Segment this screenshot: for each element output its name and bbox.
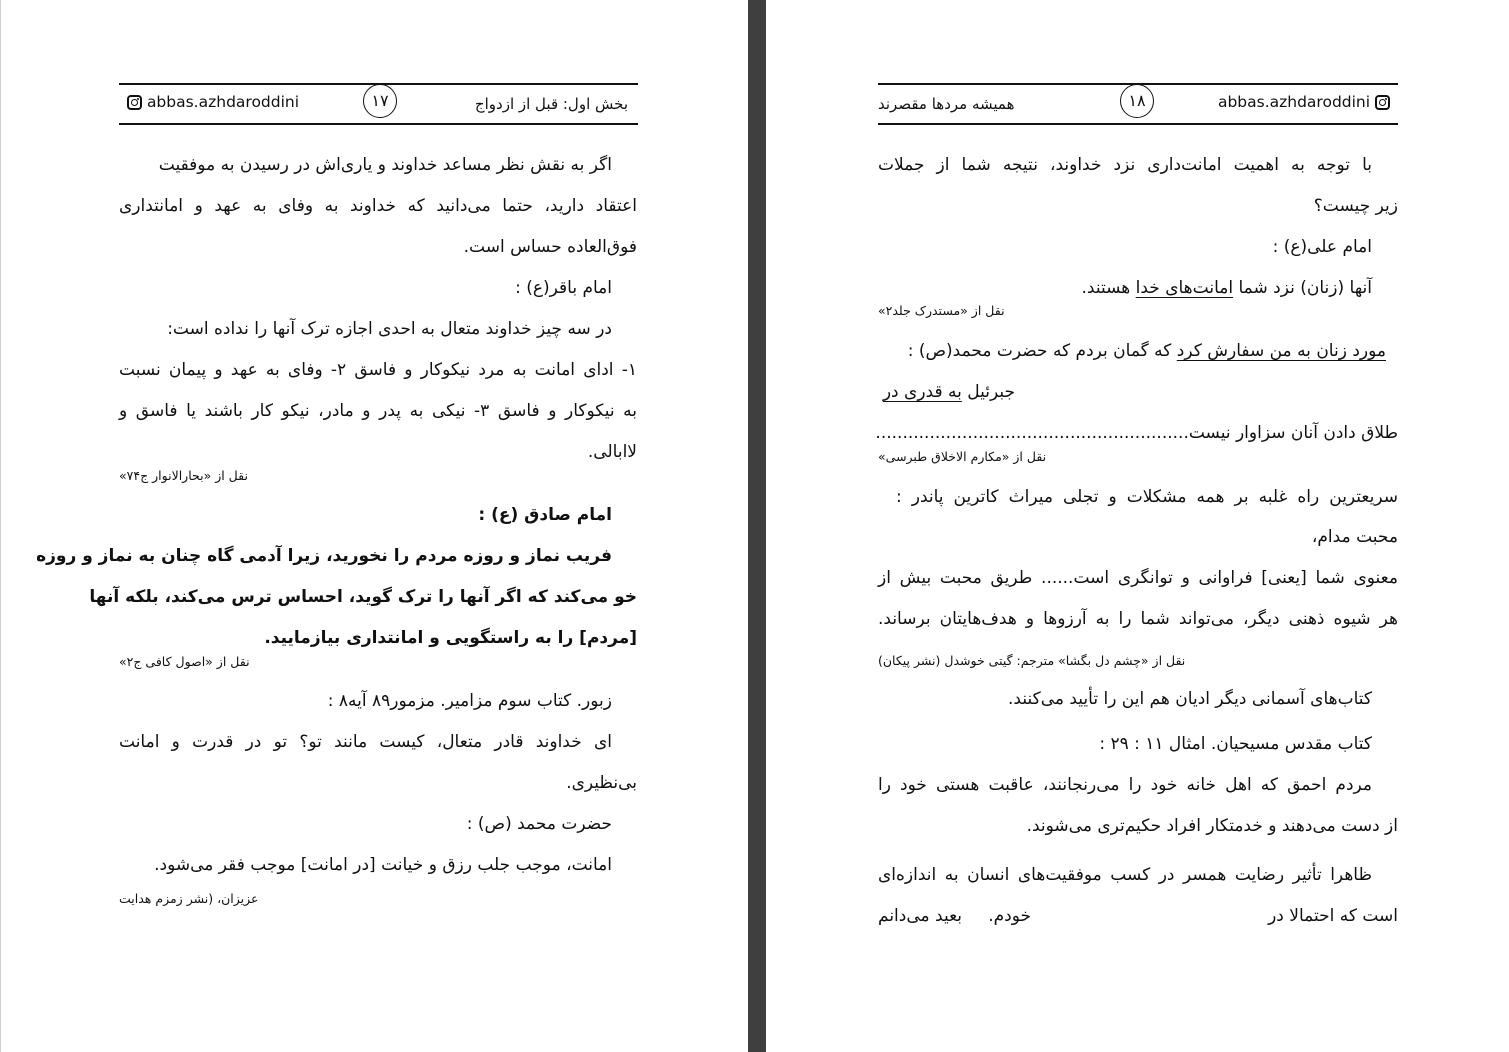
body-line: زیر چیست؟ [1313, 196, 1398, 216]
citation: نقل از «بحارالانوار ج۷۴» [119, 468, 248, 483]
section-title: بخش اول: قبل از ازدواج [474, 95, 628, 113]
right-page-header [878, 83, 1398, 125]
instagram-handle: abbas.azhdaroddini [127, 93, 299, 111]
text-segment: است که احتمالا در [1268, 906, 1398, 926]
body-line: مردم احمق که اهل خانه خود را می‌رنجانند، عاقبت هستی خود را [878, 775, 1372, 795]
body-line [878, 277, 1372, 299]
body-line: لاابالی. [587, 442, 637, 462]
body-line: اگر به نقش نظر مساعد خداوند و یاری‌اش در رسیدن به موفقیت [158, 155, 612, 175]
speaker-label: امام علی(ع) : [1272, 237, 1372, 257]
body-line: فوق‌العاده حساس است. [463, 237, 637, 257]
citation: عزیزان، (نشر زمزم هدایت [119, 891, 259, 906]
page-number: ۱۷ [363, 84, 397, 118]
body-line: از دست می‌دهند و خدمتکار افراد حکیم‌تری می‌شوند. [1026, 816, 1398, 836]
instagram-icon [127, 95, 142, 110]
body-line: هر شیوه ذهنی دیگر، می‌تواند شما را به آرزوها و هدف‌هایتان برساند. [878, 609, 1398, 629]
instagram-icon [1375, 95, 1390, 110]
speaker-label: کتاب مقدس مسیحیان. امثال ۱۱ : ۲۹ : [1099, 734, 1372, 754]
body-line: امانت، موجب جلب رزق و خیانت [در امانت] موجب فقر می‌شود. [154, 855, 612, 875]
citation: نقل از «مکارم الاخلاق طبرسی» [878, 449, 1047, 464]
citation: نقل از «مستدرک جلد۲» [878, 303, 1005, 318]
underlined-phrase: به قدری در [882, 382, 962, 402]
text-segment: آنها (زنان) نزد شما [1238, 278, 1372, 298]
citation: نقل از «چشم دل بگشا» مترجم: گیتی خوشدل (نشر پیکان) [878, 653, 1186, 668]
body-line: خو می‌کند که اگر آنها را ترک گوید، احساس ترس می‌کند، بلکه آنها [89, 587, 637, 607]
body-line: ۱- ادای امانت به مرد نیکوکار و فاسق ۲- وفای به عهد و پیمان نسبت [119, 360, 637, 380]
body-line: اعتقاد دارید، حتما می‌دانید که خداوند به وفای به عهد و امانتداری [119, 196, 637, 216]
underlined-phrase: امانت‌های خدا [1135, 278, 1234, 298]
body-line: بی‌نظیری. [566, 773, 637, 793]
instagram-handle: abbas.azhdaroddini [1218, 93, 1390, 111]
section-title: همیشه مردها مقصرند [878, 95, 1015, 113]
body-line: با توجه به اهمیت امانت‌داری نزد خداوند، نتیجه شما از جملات [878, 155, 1372, 175]
body-line: فریب نماز و روزه مردم را نخورید، زیرا آدمی گاه چنان به نماز و روزه [36, 546, 612, 566]
text-segment: که گمان بردم که حضرت محمد(ص) : [907, 341, 1172, 361]
left-page-header [119, 83, 638, 125]
body-line: به نیکوکار و فاسق ۳- نیکی به پدر و مادر، نیکو کار باشند یا فاسق و [119, 401, 637, 421]
speaker-label: امام صادق (ع) : [478, 505, 612, 525]
text-segment: هستند. [1081, 278, 1131, 298]
body-line: ظاهرا تأثیر رضایت همسر در کسب موفقیت‌های انسان به اندازه‌ای [878, 865, 1372, 885]
citation: نقل از «اصول کافی ج۲» [119, 654, 250, 669]
speaker-label: امام باقر(ع) : [515, 278, 612, 298]
book-spine [748, 0, 766, 1052]
body-line: معنوی شما [یعنی] فراوانی و توانگری است...... طریق محبت بیش از [878, 568, 1398, 588]
body-line: طلاق دادن آنان سزاوار نیست.......................................................... [875, 423, 1398, 443]
speaker-label: زبور. کتاب سوم مزامیر. مزمور۸۹ آیه۸ : [327, 691, 612, 711]
speaker-label: حضرت محمد (ص) : [466, 814, 612, 834]
body-line: محبت مدام، [1311, 527, 1398, 547]
text-segment: جبرئیل [967, 382, 1015, 402]
body-line: سریعترین راه غلبه بر همه مشکلات و تجلی میراث کاترین پاندر : [896, 487, 1398, 507]
body-line [883, 381, 1015, 403]
body-line: در سه چیز خداوند متعال به احدی اجازه ترک آنها را نداده است: [167, 319, 612, 339]
body-line: [مردم] را به راستگویی و امانتداری بیازمایید. [264, 628, 637, 648]
right-page [766, 0, 1509, 1052]
page-number: ۱۸ [1120, 84, 1154, 118]
text-segment: بعید می‌دانم [878, 906, 963, 926]
body-line: کتاب‌های آسمانی دیگر ادیان هم این را تأیید می‌کنند. [1008, 689, 1372, 709]
body-line: ای خداوند قادر متعال، کیست مانند تو؟ تو در قدرت و امانت [119, 732, 612, 752]
underlined-phrase: مورد زنان به من سفارش کرد [1176, 341, 1386, 361]
left-page [0, 0, 748, 1052]
text-segment: خودم. [988, 906, 1031, 926]
body-line [908, 340, 1386, 362]
